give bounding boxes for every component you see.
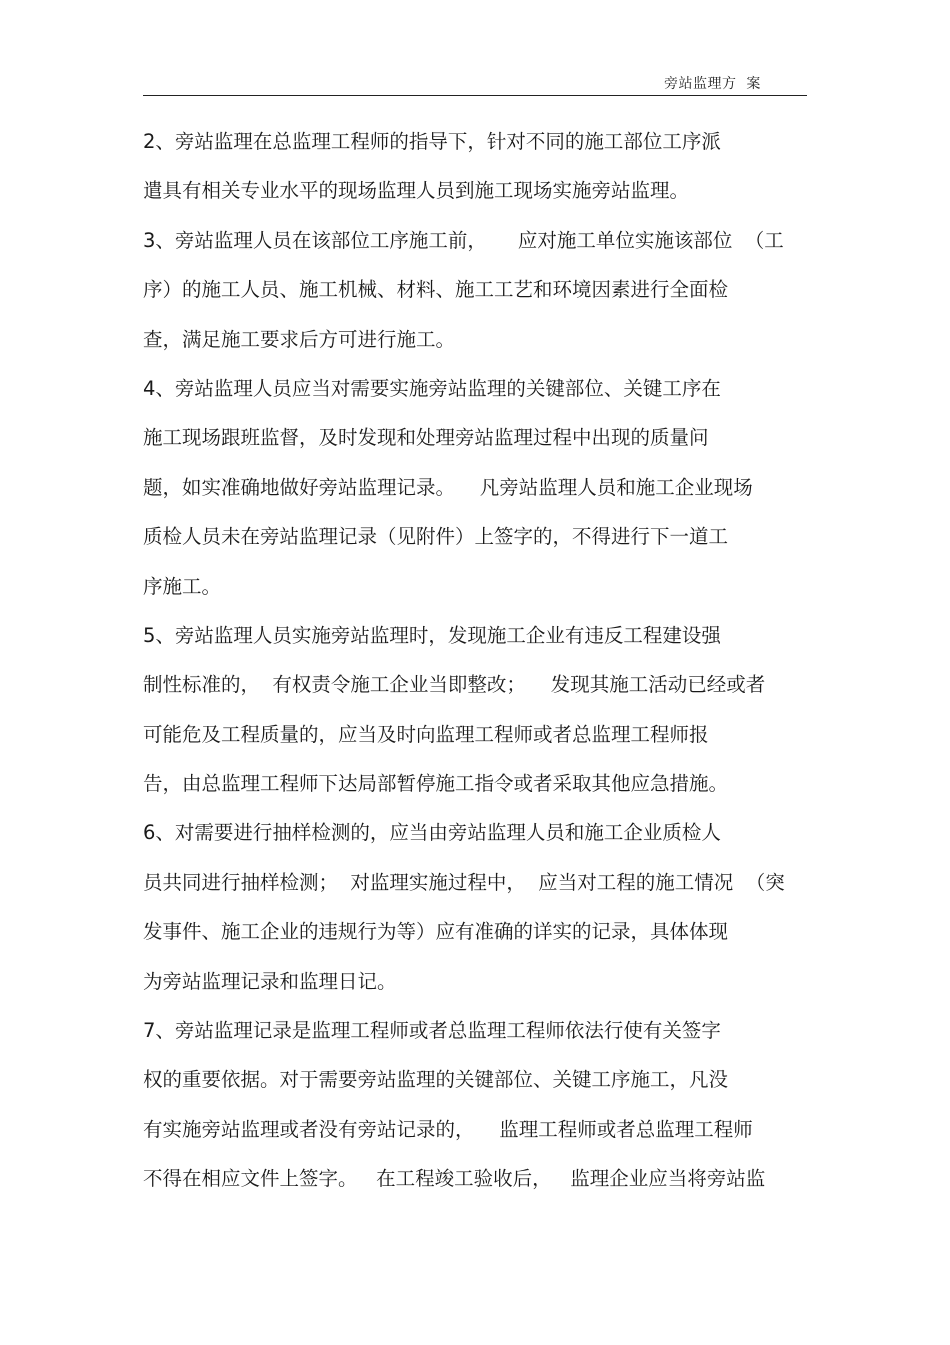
text-line: 制性标准的， 有权责令施工企业当即整改； 发现其施工活动已经或者 (143, 673, 766, 697)
text-line: 序施工。 (143, 574, 222, 598)
text-line: 质检人员未在旁站监理记录（见附件）上签字的，不得进行下一道工 (143, 525, 729, 549)
text-line: 施工现场跟班监督，及时发现和处理旁站监理过程中出现的质量问 (143, 426, 709, 450)
text-line: 4、旁站监理人员应当对需要实施旁站监理的关键部位、关键工序在 (143, 376, 721, 400)
text-line: 2、旁站监理在总监理工程师的指导下，针对不同的施工部位工序派 (143, 130, 721, 153)
text-line: 5、旁站监理人员实施旁站监理时，发现施工企业有违反工程建设强 (143, 623, 721, 647)
text-line: 为旁站监理记录和监理日记。 (143, 969, 397, 993)
text-line: 6、对需要进行抽样检测的，应当由旁站监理人员和施工企业质检人 (143, 821, 721, 845)
text-line: 不得在相应文件上签字。 在工程竣工验收后， 监理企业应当将旁站监 (143, 1167, 766, 1191)
body-text (143, 126, 813, 1213)
text-line: 发事件、施工企业的违规行为等）应有准确的详实的记录，具体体现 (143, 920, 729, 944)
text-line: 7、旁站监理记录是监理工程师或者总监理工程师依法行使有关签字 (143, 1019, 721, 1043)
text-line: 可能危及工程质量的，应当及时向监理工程师或者总监理工程师报 (143, 722, 709, 746)
text-line: 查，满足施工要求后方可进行施工。 (143, 327, 456, 351)
header-divider (143, 95, 807, 96)
text-line: 有实施旁站监理或者没有旁站记录的， 监理工程师或者总监理工程师 (143, 1117, 753, 1141)
header-title: 旁站监理方 案 (664, 76, 761, 92)
text-line: 3、旁站监理人员在该部位工序施工前， 应对施工单位实施该部位 （工 (143, 228, 784, 252)
text-line: 序）的施工人员、施工机械、材料、施工工艺和环境因素进行全面检 (143, 278, 729, 302)
text-line: 遣具有相关专业水平的现场监理人员到施工现场实施旁站监理。 (143, 179, 690, 203)
text-line: 告，由总监理工程师下达局部暂停施工指令或者采取其他应急措施。 (143, 772, 729, 796)
text-line: 题，如实准确地做好旁站监理记录。 凡旁站监理人员和施工企业现场 (143, 475, 753, 499)
text-line: 员共同进行抽样检测； 对监理实施过程中， 应当对工程的施工情况 （突 (143, 870, 785, 894)
text-line: 权的重要依据。对于需要旁站监理的关键部位、关键工序施工，凡没 (143, 1068, 729, 1092)
